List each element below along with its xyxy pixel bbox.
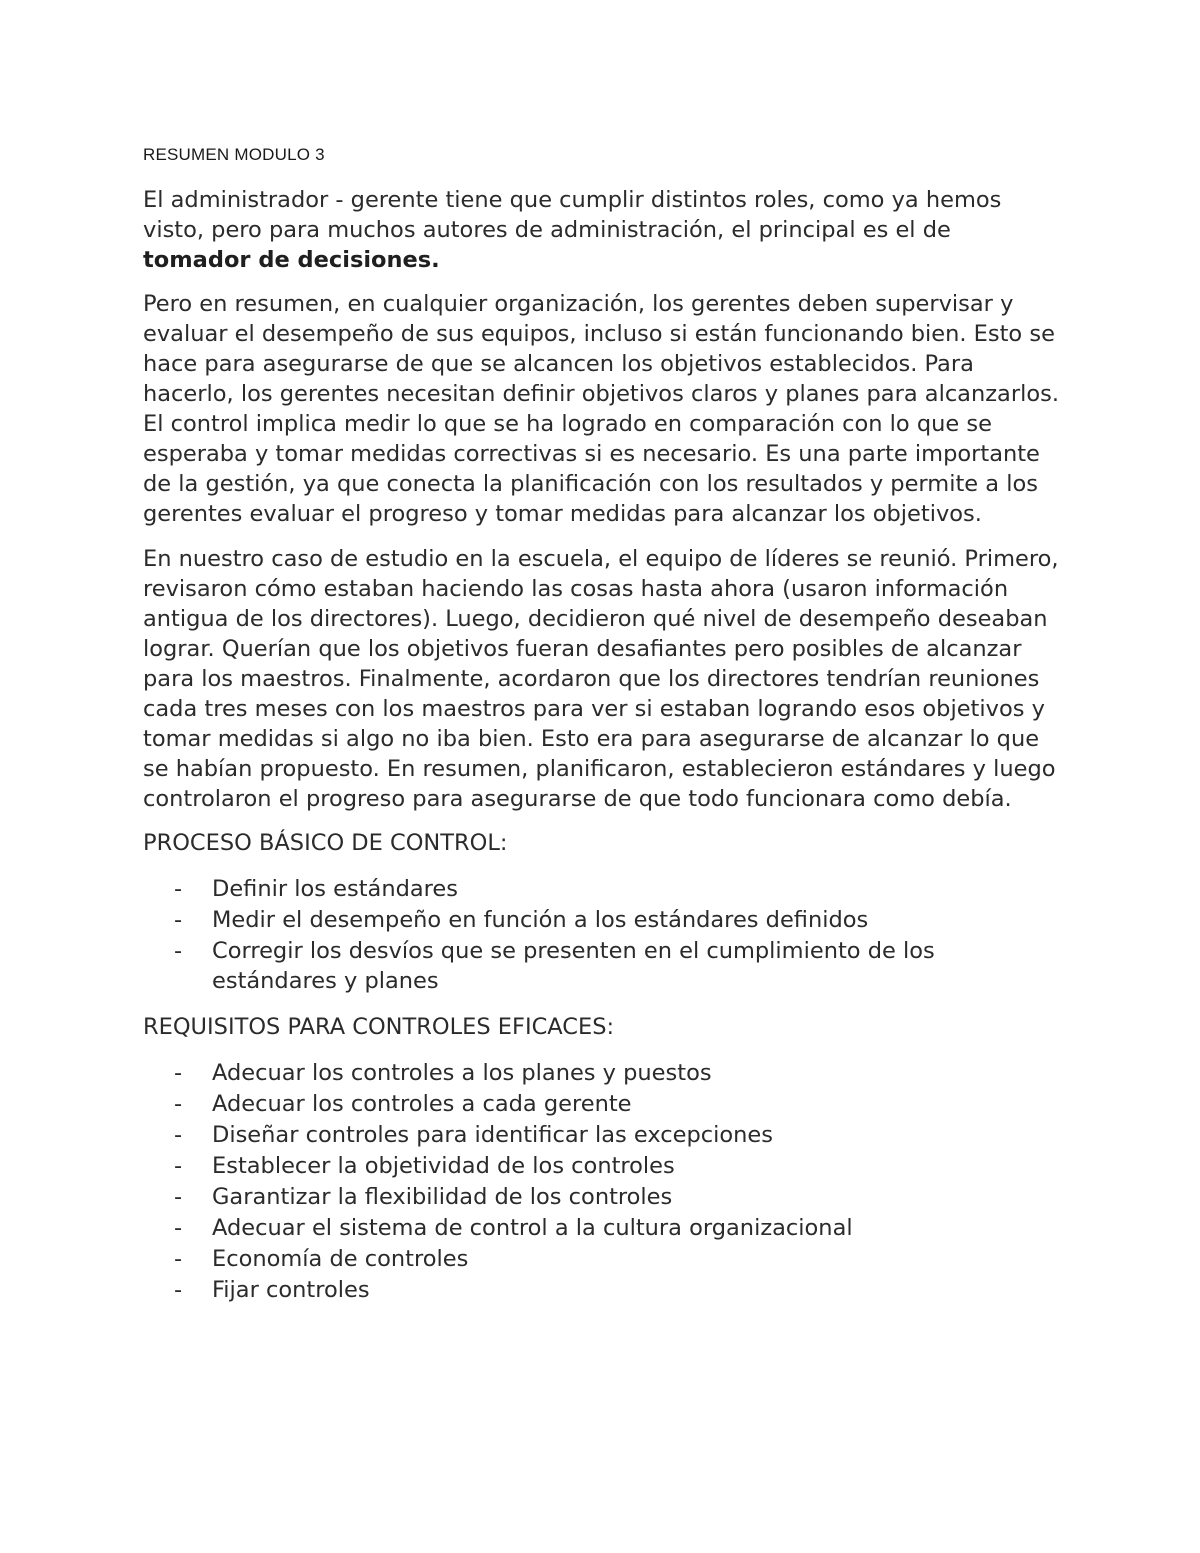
list-bullet-marker: - (174, 1184, 183, 1210)
paragraph-intro-bold: tomador de decisiones. (143, 247, 440, 273)
list-item (143, 936, 1063, 996)
section-heading-effective-controls: REQUISITOS PARA CONTROLES EFICACES: (143, 1014, 615, 1040)
list-item-text: Adecuar el sistema de control a la cultura organizacional (212, 1215, 853, 1241)
list-item (143, 1058, 1063, 1088)
list-bullet-marker: - (174, 1153, 183, 1179)
list-item-text: Fijar controles (212, 1277, 370, 1303)
list-item (143, 1213, 1063, 1243)
list-item (143, 1244, 1063, 1274)
list-item-text: Economía de controles (212, 1246, 469, 1272)
list-item-text: Garantizar la flexibilidad de los controles (212, 1184, 673, 1210)
list-bullet-marker: - (174, 1277, 183, 1303)
list-item (143, 1182, 1063, 1212)
list-item-text: Diseñar controles para identificar las excepciones (212, 1122, 773, 1148)
list-bullet-marker: - (174, 1091, 183, 1117)
list-bullet-marker: - (174, 876, 183, 902)
list-item (143, 874, 1063, 904)
list-bullet-marker: - (174, 1060, 183, 1086)
list-item (143, 1151, 1063, 1181)
list-item-text: Corregir los desvíos que se presenten en el cumplimiento de los estándares y planes (212, 938, 935, 994)
list-item-text: Adecuar los controles a cada gerente (212, 1091, 632, 1117)
list-item (143, 1275, 1063, 1305)
list-bullet-marker: - (174, 907, 183, 933)
document-title: RESUMEN MODULO 3 (143, 145, 325, 164)
list-item (143, 1120, 1063, 1150)
section-heading-basic-control: PROCESO BÁSICO DE CONTROL: (143, 830, 508, 856)
list-bullet-marker: - (174, 1122, 183, 1148)
list-item-text: Definir los estándares (212, 876, 458, 902)
list-item (143, 905, 1063, 935)
paragraph-intro (143, 185, 1063, 275)
list-item (143, 1089, 1063, 1119)
list-effective-controls (143, 1058, 1063, 1305)
document-body (143, 144, 1063, 1321)
list-bullet-marker: - (174, 1246, 183, 1272)
list-bullet-marker: - (174, 938, 183, 964)
paragraph-case-study: En nuestro caso de estudio en la escuela, el equipo de líderes se reunió. Primero, revisaron cómo estaban haciendo las cosas hasta ahora (usaron información antigua de los directores). Luego, decidieron qué nivel de desempeño deseaban lograr. Querían que los objetivos fueran desafiantes pero posibles de alcanzar para los maestros. Finalmente, acordaron que los directores tendrían reuniones cada tres meses con los maestros para ver si estaban logrando esos objetivos y tomar medidas si algo no iba bien. Esto era para asegurarse de alcanzar lo que se habían propuesto. En resumen, planificaron, establecieron estándares y luego controlaron el progreso para asegurarse de que todo funcionara como debía. (143, 546, 1059, 812)
paragraph-control-summary: Pero en resumen, en cualquier organización, los gerentes deben supervisar y evaluar el desempeño de sus equipos, incluso si están funcionando bien. Esto se hace para asegurarse de que se alcancen los objetivos establecidos. Para hacerlo, los gerentes necesitan definir objetivos claros y planes para alcanzarlos. El control implica medir lo que se ha logrado en comparación con lo que se esperaba y tomar medidas correctivas si es necesario. Es una parte importante de la gestión, ya que conecta la planificación con los resultados y permite a los gerentes evaluar el progreso y tomar medidas para alcanzar los objetivos. (143, 291, 1059, 527)
list-item-text: Establecer la objetividad de los controles (212, 1153, 675, 1179)
list-item-text: Medir el desempeño en función a los estándares definidos (212, 907, 869, 933)
list-basic-control (143, 874, 1063, 996)
paragraph-intro-text: El administrador - gerente tiene que cumplir distintos roles, como ya hemos visto, pero para muchos autores de administración, el principal es el de (143, 187, 1002, 243)
list-bullet-marker: - (174, 1215, 183, 1241)
list-item-text: Adecuar los controles a los planes y puestos (212, 1060, 712, 1086)
